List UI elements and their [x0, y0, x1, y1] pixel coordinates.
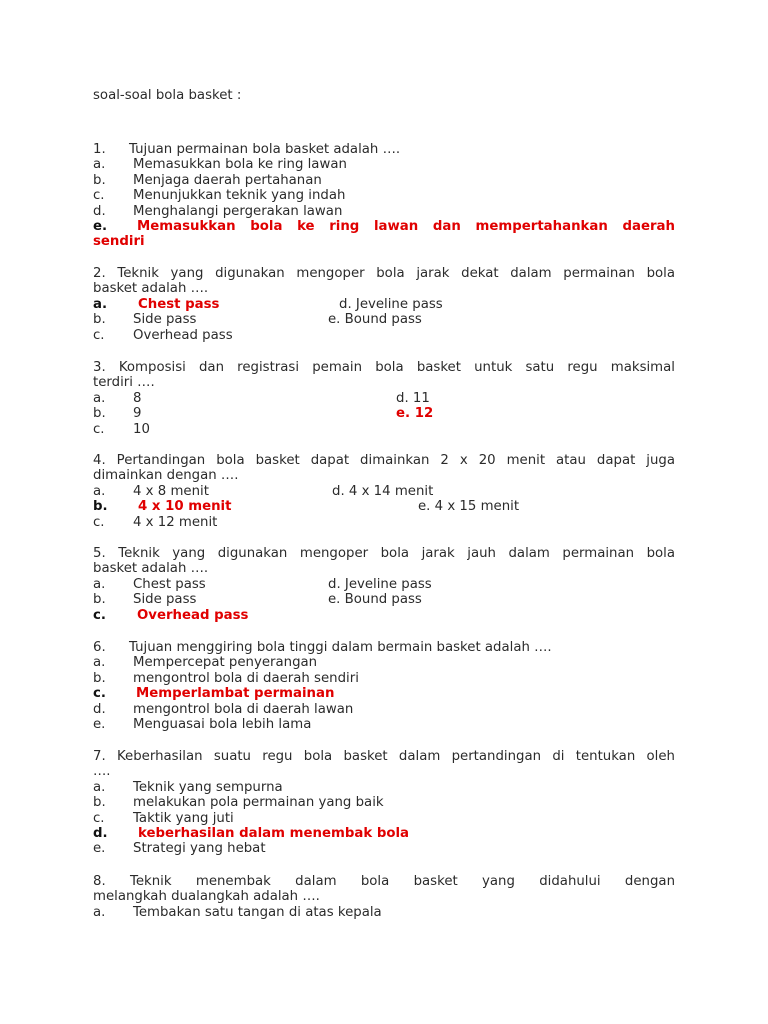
question-2 — [93, 266, 675, 343]
option-b: b. Side pass e. Bound pass — [93, 592, 422, 608]
option-c: c. Overhead pass — [93, 327, 233, 343]
option-a: a. Mempercepat penyerangan — [93, 655, 318, 671]
option-a: a. Chest pass d. Jeveline pass — [93, 296, 443, 312]
option-c: c. Menunjukkan teknik yang indah — [93, 188, 346, 204]
question-7 — [93, 749, 675, 857]
question-4-stem: 4. Pertandingan bola basket dapat dimainkan 2 x 20 menit atau dapat juga — [93, 453, 676, 468]
option-b: b. 9 e. 12 — [93, 406, 434, 422]
option-c: c. Taktik yang juti — [93, 810, 234, 826]
question-1 — [93, 142, 675, 250]
option-a: a. Tembakan satu tangan di atas kepala — [93, 904, 382, 920]
option-a: a. Memasukkan bola ke ring lawan — [93, 157, 347, 173]
question-7-stem: 7. Keberhasilan suatu regu bola basket dalam pertandingan di tentukan oleh — [93, 749, 675, 764]
question-2-stem: 2. Teknik yang digunakan mengoper bola jarak dekat dalam permainan bola — [93, 266, 675, 281]
question-8 — [93, 874, 675, 920]
option-c: c. 4 x 12 menit — [93, 514, 218, 530]
question-7-stem-cont: …. — [93, 764, 111, 780]
question-8-stem-cont: melangkah dualangkah adalah …. — [93, 889, 320, 905]
option-b: b. mengontrol bola di daerah sendiri — [93, 670, 359, 686]
option-d-answer: d. keberhasilan dalam menembak bola — [93, 825, 410, 841]
question-1-stem: 1. Tujuan permainan bola basket adalah …. — [93, 142, 401, 157]
option-c: c. 10 — [93, 421, 150, 437]
option-a: a. 8 d. 11 — [93, 390, 430, 406]
option-e: e. Menguasai bola lebih lama — [93, 716, 312, 732]
option-b: b. melakukan pola permainan yang baik — [93, 795, 384, 811]
option-b: b. Side pass e. Bound pass — [93, 312, 422, 328]
option-e: e. Strategi yang hebat — [93, 841, 266, 857]
question-3-stem-cont: terdiri …. — [93, 375, 155, 391]
option-c: c. Overhead pass — [93, 607, 249, 623]
question-5 — [93, 546, 675, 623]
question-3 — [93, 360, 675, 437]
option-e-answer: e. Memasukkan bola ke ring lawan dan mempertahankan daerah — [93, 218, 675, 234]
option-d: d. mengontrol bola di daerah lawan — [93, 701, 354, 717]
option-c-answer: c. Memperlambat permainan — [93, 686, 335, 702]
option-a: a. Teknik yang sempurna — [93, 779, 283, 795]
option-e-answer-cont: sendiri — [93, 234, 145, 250]
document-title: soal-soal bola basket : — [93, 88, 242, 103]
question-2-stem-cont: basket adalah …. — [93, 281, 209, 297]
question-5-stem-cont: basket adalah …. — [93, 561, 209, 577]
option-d: d. Menghalangi pergerakan lawan — [93, 203, 343, 219]
question-4 — [93, 453, 675, 530]
question-3-stem: 3. Komposisi dan registrasi pemain bola basket untuk satu regu maksimal — [93, 360, 675, 375]
question-6 — [93, 640, 675, 732]
option-b: b. 4 x 10 menit e. 4 x 15 menit — [93, 499, 520, 515]
option-b: b. Menjaga daerah pertahanan — [93, 172, 322, 188]
question-5-stem: 5. Teknik yang digunakan mengoper bola jarak jauh dalam permainan bola — [93, 546, 675, 561]
option-a: a. Chest pass d. Jeveline pass — [93, 576, 432, 592]
question-6-stem: 6. Tujuan menggiring bola tinggi dalam bermain basket adalah …. — [93, 640, 552, 655]
option-a: a. 4 x 8 menit d. 4 x 14 menit — [93, 483, 434, 499]
question-4-stem-cont: dimainkan dengan …. — [93, 468, 239, 484]
question-8-stem: 8. Teknik menembak dalam bola basket yang didahului dengan — [93, 874, 675, 889]
